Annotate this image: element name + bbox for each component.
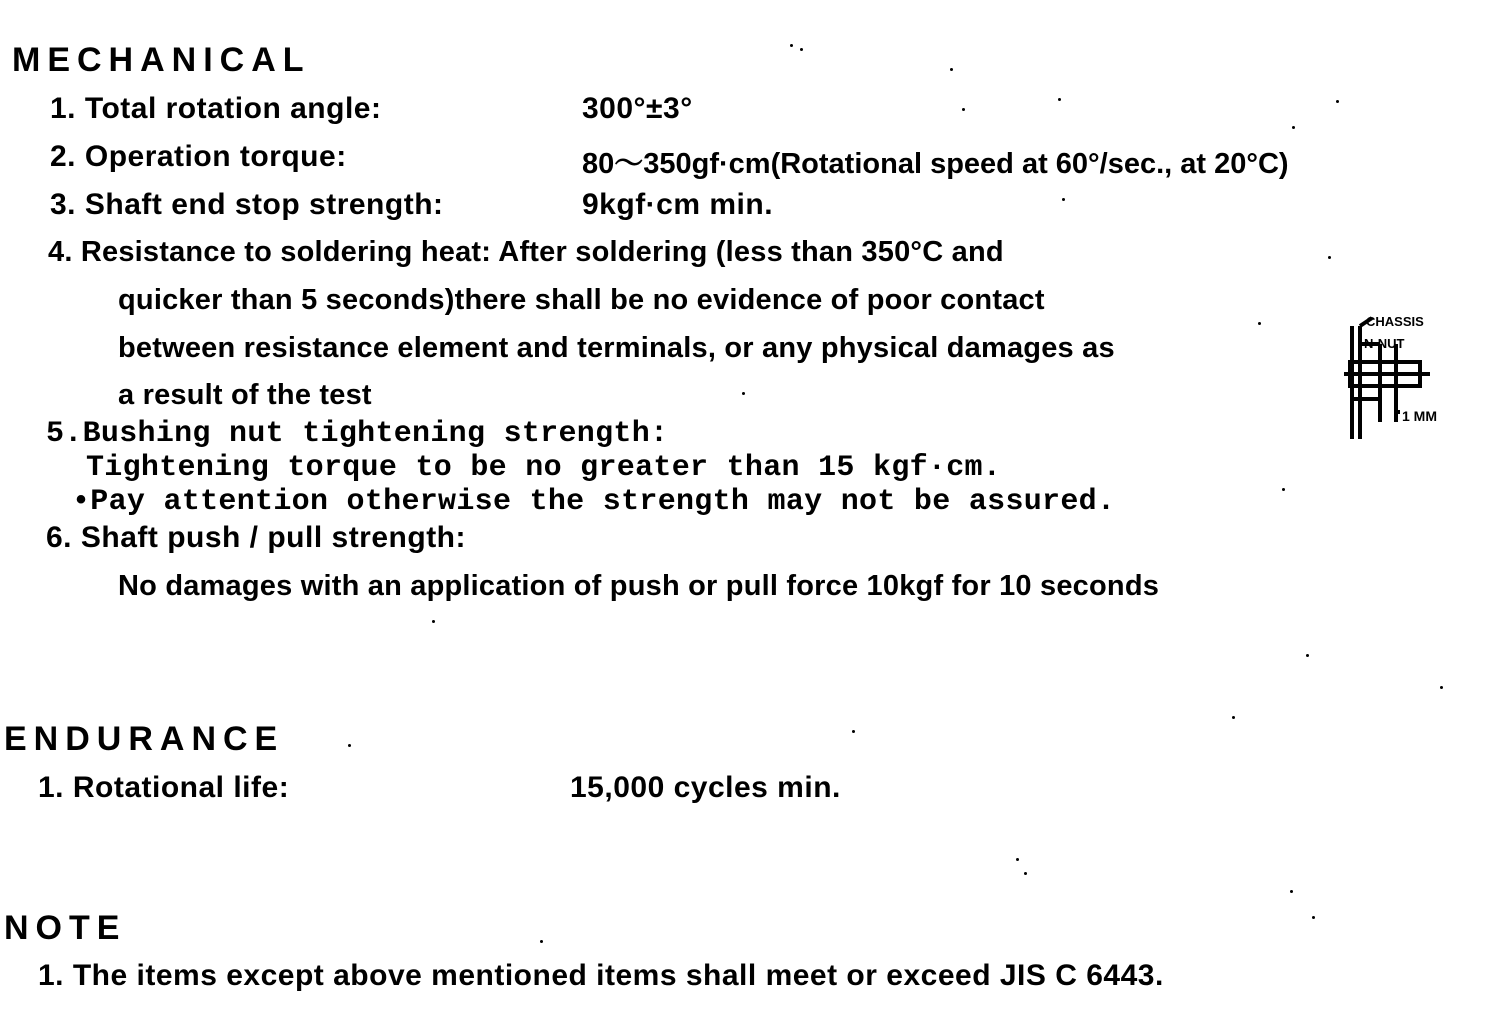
scan-speck (790, 44, 793, 47)
scan-speck (1290, 890, 1293, 893)
scan-speck (1016, 858, 1019, 861)
scan-speck (1282, 488, 1285, 491)
mechanical-item-3-value: 9kgf·cm min. (582, 188, 774, 221)
mechanical-item-5-line-1: 5.Bushing nut tightening strength: (46, 417, 669, 451)
chassis-nut-diagram (1340, 304, 1470, 449)
mechanical-item-2-label: 2. Operation torque: (50, 140, 347, 173)
mechanical-item-3-label: 3. Shaft end stop strength: (50, 188, 444, 221)
endurance-item-1-label: 1. Rotational life: (38, 771, 290, 804)
mechanical-item-4-line-3: between resistance element and terminals, or any physical damages as (118, 332, 1115, 364)
mechanical-item-6-line-1: 6. Shaft push / pull strength: (46, 521, 466, 554)
diagram-label-nut: N-NUT (1364, 336, 1405, 351)
scan-speck (1312, 916, 1315, 919)
mechanical-heading: MECHANICAL (12, 41, 311, 79)
mechanical-item-1-label: 1. Total rotation angle: (50, 92, 382, 125)
diagram-label-dimension: 1 MM (1402, 408, 1437, 424)
mechanical-item-5-line-2: Tightening torque to be no greater than 15 kgf·cm. (86, 451, 1002, 485)
scan-speck (1336, 100, 1339, 103)
scan-speck (950, 68, 953, 71)
mechanical-item-5-line-3: •Pay attention otherwise the strength may not be assured. (72, 485, 1116, 519)
mechanical-item-2-value: 80～350gf·cm(Rotational speed at 60°/sec., at 20°C) (582, 148, 1289, 180)
note-item-1: 1. The items except above mentioned items shall meet or exceed JIS C 6443. (38, 959, 1164, 992)
scan-speck (540, 940, 543, 943)
scan-speck (1292, 126, 1295, 129)
scan-speck (800, 48, 803, 51)
scan-speck (432, 620, 435, 623)
scan-speck (1258, 322, 1261, 325)
diagram-label-chassis: CHASSIS (1366, 314, 1424, 329)
note-heading: NOTE (4, 909, 127, 947)
scan-speck (348, 744, 351, 747)
scan-speck (1306, 654, 1309, 657)
scan-speck (1062, 198, 1065, 201)
scan-speck (1232, 716, 1235, 719)
endurance-item-1-value: 15,000 cycles min. (570, 771, 841, 804)
scan-speck (1440, 686, 1443, 689)
mechanical-item-4-line-2: quicker than 5 seconds)there shall be no evidence of poor contact (118, 284, 1045, 316)
mechanical-item-4-line-4: a result of the test (118, 379, 372, 411)
scan-speck (852, 730, 855, 733)
mechanical-item-1-value: 300°±3° (582, 92, 693, 125)
scan-speck (962, 108, 965, 111)
endurance-heading: ENDURANCE (4, 720, 285, 758)
scan-speck (1024, 872, 1027, 875)
mechanical-item-4-line-1: 4. Resistance to soldering heat: After soldering (less than 350°C and (48, 236, 1004, 268)
scan-speck (742, 392, 745, 395)
mechanical-item-6-line-2: No damages with an application of push or pull force 10kgf for 10 seconds (118, 570, 1160, 602)
scan-speck (1328, 256, 1331, 259)
scan-speck (1058, 98, 1061, 101)
